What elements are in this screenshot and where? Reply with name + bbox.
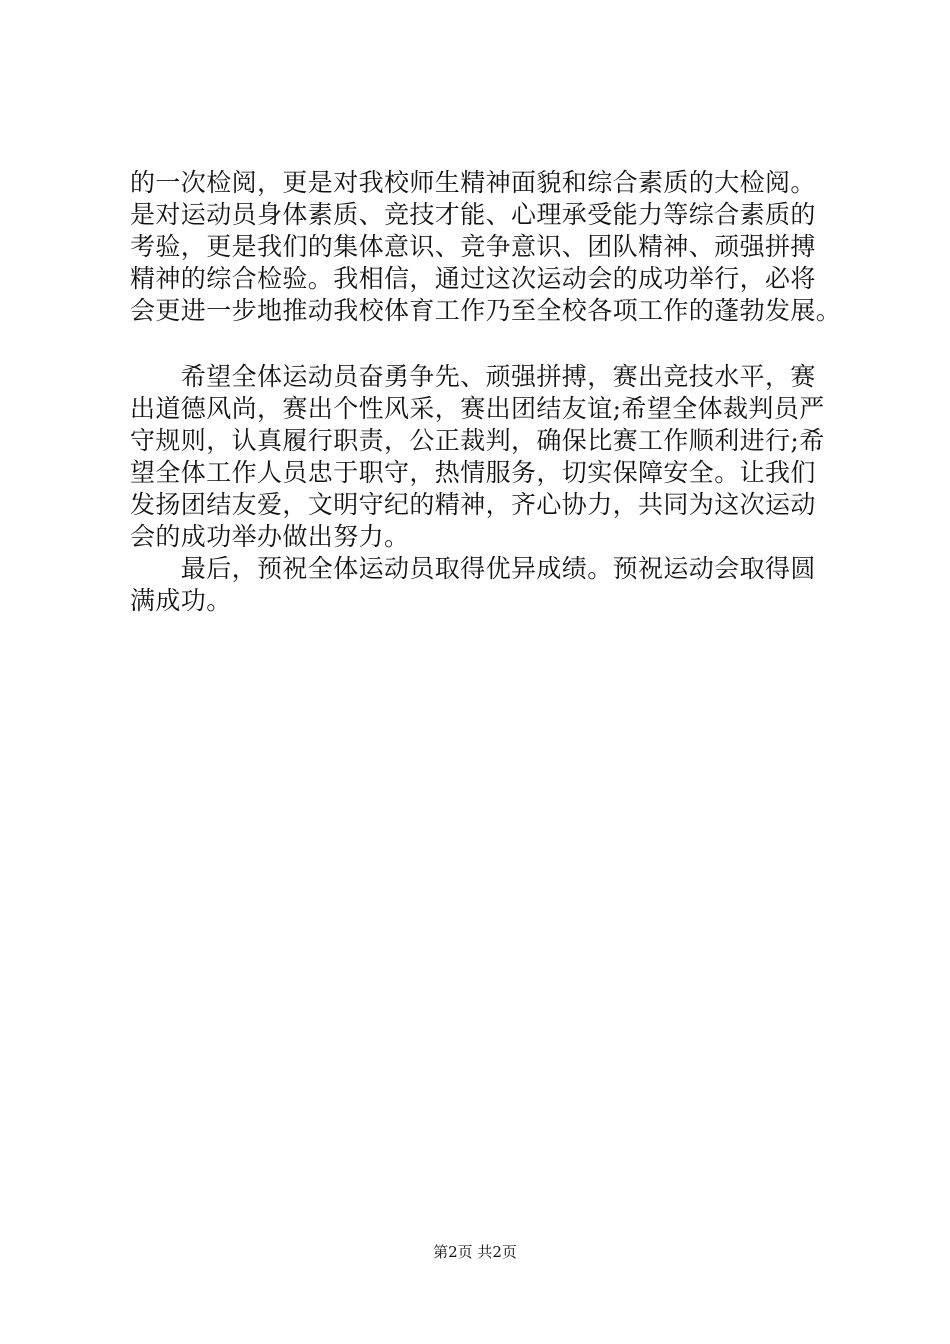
text-line: 最后，预祝全体运动员取得优异成绩。预祝运动会取得圆 <box>130 554 816 583</box>
text-line: 会更进一步地推动我校体育工作乃至全校各项工作的蓬勃发展。 <box>130 296 842 325</box>
text-line: 会的成功举办做出努力。 <box>130 522 410 551</box>
paragraph-gap <box>130 327 835 361</box>
text-line: 望全体工作人员忠于职守，热情服务，切实保障安全。让我们 <box>130 458 816 487</box>
text-line: 满成功。 <box>130 586 232 615</box>
text-line: 考验，更是我们的集体意识、竞争意识、团队精神、顽强拼搏 <box>130 232 816 261</box>
paragraph-1 <box>130 167 842 327</box>
text-line: 希望全体运动员奋勇争先、顽强拼搏，赛出竞技水平，赛 <box>130 362 816 391</box>
text-line: 精神的综合检验。我相信，通过这次运动会的成功举行，必将 <box>130 264 816 293</box>
text-line: 是对运动员身体素质、竞技才能、心理承受能力等综合素质的 <box>130 200 816 229</box>
text-line: 守规则，认真履行职责，公正裁判，确保比赛工作顺利进行;希 <box>130 426 825 455</box>
paragraph-3 <box>130 553 835 617</box>
text-line: 出道德风尚，赛出个性风采，赛出团结友谊;希望全体裁判员严 <box>130 394 825 423</box>
document-body <box>130 167 842 617</box>
text-line: 发扬团结友爱，文明守纪的精神，齐心协力，共同为这次运动 <box>130 490 816 519</box>
page-number-footer: 第2页 共2页 <box>433 1243 517 1261</box>
text-line: 的一次检阅，更是对我校师生精神面貌和综合素质的大检阅。 <box>130 168 816 197</box>
paragraph-2 <box>130 361 835 553</box>
